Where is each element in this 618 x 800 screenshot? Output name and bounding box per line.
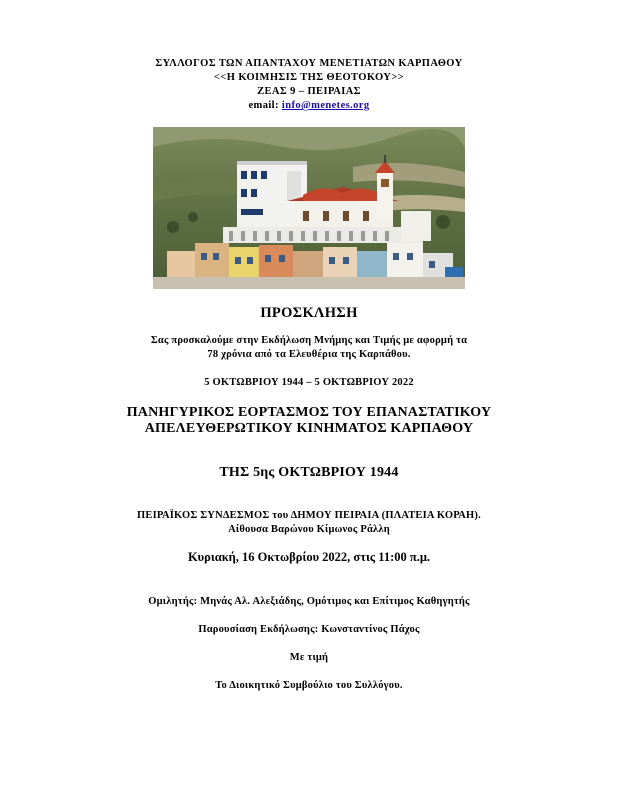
event-date: ΤΗΣ 5ης ΟΚΤΩΒΡΙΟΥ 1944 <box>219 465 399 480</box>
event-title-line2: ΑΠΕΛΕΥΘΕΡΩΤΙΚΟΥ ΚΙΝΗΜΑΤΟΣ ΚΑΡΠΑΘΟΥ <box>144 421 474 436</box>
village-church-photo <box>153 127 465 289</box>
presenter-line: Παρουσίαση Εκδήλωσης: Κωνσταντίνος Πάχος <box>198 624 420 635</box>
org-email-line <box>0 100 618 111</box>
closing-line: Με τιμή <box>289 652 329 663</box>
event-title-line1: ΠΑΝΗΓΥΡΙΚΟΣ ΕΟΡΤΑΣΜΟΣ ΤΟΥ ΕΠΑΝΑΣΤΑΤΙΚΟΥ <box>126 405 492 420</box>
event-datetime: Κυριακή, 16 Οκτωβρίου 2022, στις 11:00 π.μ. <box>187 550 431 564</box>
venue-line2: Αίθουσα Βαρώνου Κίμωνος Ράλλη <box>228 524 390 535</box>
org-subtitle: <<Η ΚΟΙΜΗΣΙΣ ΤΗΣ ΘΕΟΤΟΚΟΥ>> <box>214 72 404 83</box>
email-link[interactable]: info@menetes.org <box>281 100 370 111</box>
invite-text-line1: Σας προσκαλούμε στην Εκδήλωση Μνήμης και Τιμής με αφορμή τα <box>150 335 468 346</box>
org-name: ΣΥΛΛΟΓΟΣ ΤΩΝ ΑΠΑΝΤΑΧΟΥ ΜΕΝΕΤΙΑΤΩΝ ΚΑΡΠΑΘΟΥ <box>155 58 463 69</box>
signature-line: Το Διοικητικό Συμβούλιο του Συλλόγου. <box>215 680 403 691</box>
invite-text-line2: 78 χρόνια από τα Ελευθέρια της Καρπάθου. <box>207 349 411 360</box>
document-title: ΠΡΟΣΚΛΗΣΗ <box>260 305 358 321</box>
org-address: ΖΕΑΣ 9 – ΠΕΙΡΑΙΑΣ <box>257 86 361 97</box>
email-label: email: <box>248 100 282 111</box>
speaker-line: Ομιλητής: Μηνάς Αλ. Αλεξιάδης, Ομότιμος και Επίτιμος Καθηγητής <box>148 596 470 607</box>
anniversary-dates: 5 ΟΚΤΩΒΡΙΟΥ 1944 – 5 ΟΚΤΩΒΡΙΟΥ 2022 <box>204 377 414 388</box>
venue-line1: ΠΕΙΡΑΪΚΟΣ ΣΥΝΔΕΣΜΟΣ του ΔΗΜΟΥ ΠΕΙΡΑΙΑ (ΠΛΑΤΕΙΑ ΚΟΡΑΗ). <box>137 510 481 521</box>
